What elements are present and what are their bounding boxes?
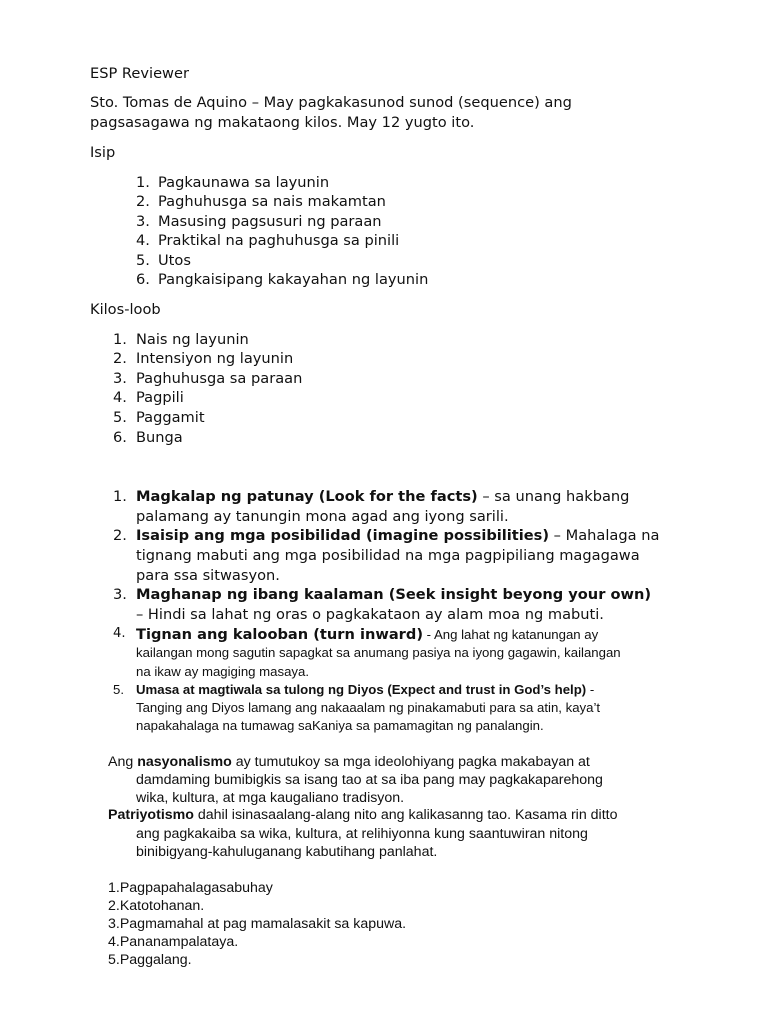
intro-line: Sto. Tomas de Aquino – May pagkakasunod sunod (sequence) ang: [90, 94, 572, 111]
list-number: 4.: [113, 389, 127, 406]
paragraph-line: binibigyang-kahuluganang kabutihang panlahat.: [136, 844, 438, 860]
step-number: 4.: [113, 626, 126, 641]
list-item: [136, 212, 150, 232]
paragraph-line: ang pagkakaiba sa wika, kultura, at relihiyonna kung saantuwiran nitong: [136, 826, 588, 842]
list-item-text: Pagpili: [136, 389, 184, 406]
paragraph-line: wika, kultura, at mga kaugaliano tradisyon.: [136, 790, 405, 806]
list-number: 3.: [113, 370, 127, 387]
step-item: [136, 681, 594, 699]
step-number: 3.: [113, 586, 127, 603]
list-item-text: Utos: [158, 252, 191, 269]
list-item: [136, 231, 150, 251]
list-item-text: Pagkaunawa sa layunin: [158, 174, 330, 191]
step-text: -: [586, 682, 595, 697]
intro-line: pagsasagawa ng makataong kilos. May 12 yugto ito.: [90, 114, 475, 131]
list-number: 6.: [136, 271, 150, 288]
step-text: palamang ay tanungin mona agad ang iyong sarili.: [136, 508, 509, 525]
patriyotismo-term: Patriyotismo: [108, 807, 194, 823]
step-title: Isaisip ang mga posibilidad (imagine possibilities): [136, 527, 550, 544]
step-title: Maghanap ng ibang kaalaman (Seek insight beyong your own): [136, 586, 652, 603]
list-item-text: Nais ng layunin: [136, 331, 249, 348]
value-item: 5.Paggalang.: [108, 952, 192, 968]
list-number: 5.: [136, 252, 150, 269]
step-text: - Ang lahat ng katanungan ay: [423, 627, 599, 642]
list-number: 1.: [113, 331, 127, 348]
step-number: 2.: [113, 527, 127, 544]
list-item-text: Paghuhusga sa paraan: [136, 370, 303, 387]
step-text: para ssa sitwasyon.: [136, 567, 280, 584]
list-number: 3.: [136, 213, 150, 230]
isip-heading: Isip: [90, 144, 116, 161]
list-item: [136, 251, 150, 271]
paragraph-line: damdaming bumibigkis sa isang tao at sa iba pang may pagkakaparehong: [136, 772, 603, 788]
step-text: tignang mabuti ang mga posibilidad na mga pagpipiliang magagawa: [136, 547, 640, 564]
kilos-loob-heading: Kilos-loob: [90, 301, 161, 318]
step-item: [136, 487, 629, 507]
nasyonalismo-term: nasyonalismo: [137, 754, 232, 770]
step-text: – sa unang hakbang: [477, 488, 630, 505]
list-number: 6.: [113, 429, 127, 446]
step-title: Magkalap ng patunay (Look for the facts): [136, 488, 478, 505]
step-text: Tanging ang Diyos lamang ang nakaaalam ng pinakamabuti para sa atin, kaya’t: [136, 700, 601, 715]
step-number: 5.: [113, 682, 124, 697]
list-item-text: Paghuhusga sa nais makamtan: [158, 193, 386, 210]
list-number: 2.: [136, 193, 150, 210]
step-text: napakahalaga na tumawag saKaniya sa pamamagitan ng panalangin.: [136, 718, 544, 733]
step-text: – Mahalaga na: [549, 527, 660, 544]
patriyotismo-paragraph: Patriyotismo dahil isinasaalang-alang nito ang kalikasanng tao. Kasama rin ditto: [108, 807, 618, 823]
step-item: [136, 585, 651, 605]
list-number: 1.: [136, 174, 150, 191]
step-text: kailangan mong sagutin sapagkat sa anumang pasiya na iyong gagawin, kailangan: [136, 645, 621, 660]
step-text: na ikaw ay magiging masaya.: [136, 664, 309, 679]
step-title: Tignan ang kalooban (turn inward): [136, 626, 423, 643]
step-item: [136, 624, 598, 644]
list-item-text: Paggamit: [136, 409, 205, 426]
list-item-text: Masusing pagsusuri ng paraan: [158, 213, 382, 230]
nasyonalismo-paragraph: Ang nasyonalismo ay tumutukoy sa mga ideolohiyang pagka makabayan at: [108, 754, 590, 770]
document-title: ESP Reviewer: [90, 65, 189, 82]
list-item-text: Praktikal na paghuhusga sa pinili: [158, 232, 400, 249]
step-text: – Hindi sa lahat ng oras o pagkakataon ay alam moa ng mabuti.: [136, 606, 604, 623]
list-number: 4.: [136, 232, 150, 249]
step-title: Umasa at magtiwala sa tulong ng Diyos (Expect and trust in God’s help): [136, 682, 587, 697]
value-item: 1.Pagpapahalagasabuhay: [108, 880, 273, 896]
step-item: [136, 526, 659, 546]
list-number: 5.: [113, 409, 127, 426]
value-item: 4.Pananampalataya.: [108, 934, 239, 950]
step-number: 1.: [113, 488, 127, 505]
list-number: 2.: [113, 350, 127, 367]
list-item-text: Intensiyon ng layunin: [136, 350, 294, 367]
value-item: 2.Katotohanan.: [108, 898, 205, 914]
list-item: [136, 192, 150, 212]
value-item: 3.Pagmamahal at pag mamalasakit sa kapuwa.: [108, 916, 407, 932]
list-item-text: Pangkaisipang kakayahan ng layunin: [158, 271, 429, 288]
list-item: [136, 270, 150, 290]
list-item: [136, 173, 150, 193]
list-item-text: Bunga: [136, 429, 183, 446]
